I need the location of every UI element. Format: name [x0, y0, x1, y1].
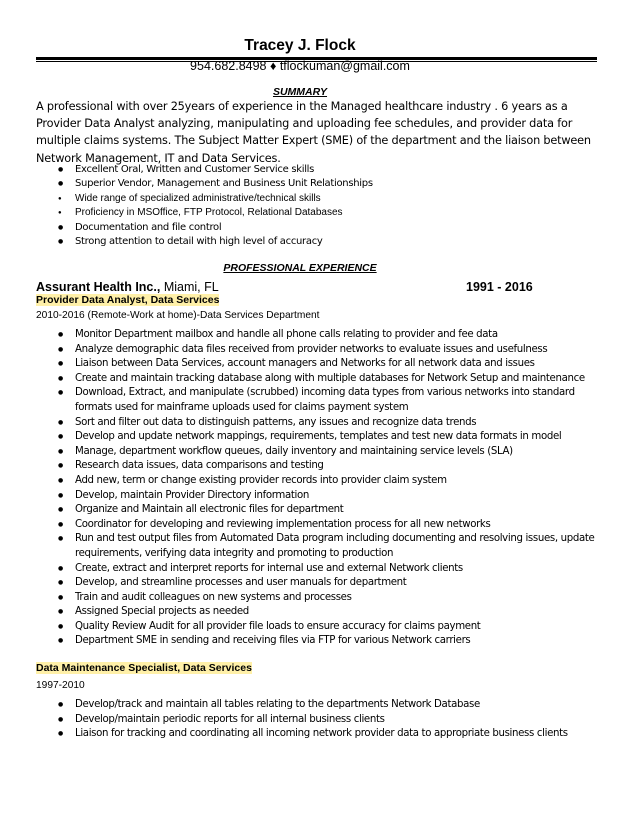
- list-item: ● Analyze demographic data files received from provider networks to evaluate issues and usefulness: [36, 343, 604, 358]
- list-item: ● Add new, term or change existing provider records into provider claim system: [36, 474, 604, 489]
- list-item: ● Sort and filter out data to distinguish patterns, any issues and recognize data trends: [36, 416, 604, 431]
- list-item: ● Quality Review Audit for all provider file loads to ensure accuracy for claims payment: [36, 620, 604, 635]
- list-item: ● Strong attention to detail with high level of accuracy: [36, 235, 596, 249]
- list-item: ● Coordinator for developing and reviewing implementation process for all new networks: [36, 518, 604, 533]
- company-name: Assurant Health Inc.,: [36, 280, 161, 294]
- list-item: ● Wide range of specialized administrative/technical skills: [36, 192, 596, 206]
- list-item: ● Superior Vendor, Management and Business Unit Relationships: [36, 177, 596, 191]
- list-item: ● Organize and Maintain all electronic files for department: [36, 503, 604, 518]
- list-item: ● Liaison for tracking and coordinating all incoming network provider data to appropriate business clients: [36, 727, 604, 742]
- summary-heading: SUMMARY: [272, 86, 328, 98]
- list-item: ● Department SME in sending and receiving files via FTP for various Network carriers: [36, 634, 604, 649]
- company-dates: 1991 - 2016: [466, 280, 533, 294]
- skills-list: [36, 163, 596, 249]
- list-item: ● Liaison between Data Services, account managers and Networks for all network data and issues: [36, 357, 604, 372]
- list-item: ● Run and test output files from Automated Data program including documenting and resolving issues, update requirements, verifying data integrity and promoting to production: [36, 532, 604, 561]
- candidate-name: Tracey J. Flock: [244, 37, 356, 54]
- list-item: ● Assigned Special projects as needed: [36, 605, 604, 620]
- list-item: ● Proficiency in MSOffice, FTP Protocol, Relational Databases: [36, 206, 596, 220]
- summary-text: A professional with over 25years of experience in the Managed healthcare industry . 6 years as a Provider Data Analyst analyzing, manipulating and uploading fee schedules, and provider data for multiple claims systems. The Subject Matter Expert (SME) of the department and the liaison between Network Management, IT and Data Services.: [36, 100, 591, 165]
- role-duties-list-2: [36, 698, 604, 742]
- list-item: ● Create, extract and interpret reports for internal use and external Network clients: [36, 562, 604, 577]
- list-item: ● Documentation and file control: [36, 221, 596, 235]
- list-item: ● Research data issues, data comparisons and testing: [36, 459, 604, 474]
- role-title: Provider Data Analyst, Data Services: [36, 294, 220, 306]
- company-location: Miami, FL: [160, 280, 219, 294]
- role-duties-list: [36, 328, 604, 649]
- list-item: ● Download, Extract, and manipulate (scrubbed) incoming data types from various networks into standard formats used for mainframe uploads used for claims payment system: [36, 386, 604, 415]
- contact-line: 954.682.8498 ♦ tflockuman@gmail.com: [190, 59, 410, 73]
- role-subline: 2010-2016 (Remote-Work at home)-Data Services Department: [36, 310, 320, 321]
- role-title-2: Data Maintenance Specialist, Data Services: [36, 662, 252, 674]
- list-item: ● Manage, department workflow queues, daily inventory and maintaining service levels (SLA): [36, 445, 604, 460]
- list-item: ● Excellent Oral, Written and Customer Service skills: [36, 163, 596, 177]
- list-item: ● Create and maintain tracking database along with multiple databases for Network Setup and maintenance: [36, 372, 604, 387]
- list-item: ● Monitor Department mailbox and handle all phone calls relating to provider and fee data: [36, 328, 604, 343]
- list-item: ● Develop/maintain periodic reports for all internal business clients: [36, 713, 604, 728]
- list-item: ● Develop and update network mappings, requirements, templates and test new data formats in model: [36, 430, 604, 445]
- role-dates-2: 1997-2010: [36, 680, 85, 691]
- list-item: ● Develop/track and maintain all tables relating to the departments Network Database: [36, 698, 604, 713]
- list-item: ● Train and audit colleagues on new systems and processes: [36, 591, 604, 606]
- list-item: ● Develop, maintain Provider Directory information: [36, 489, 604, 504]
- list-item: ● Develop, and streamline processes and user manuals for department: [36, 576, 604, 591]
- experience-heading: PROFESSIONAL EXPERIENCE: [223, 262, 377, 274]
